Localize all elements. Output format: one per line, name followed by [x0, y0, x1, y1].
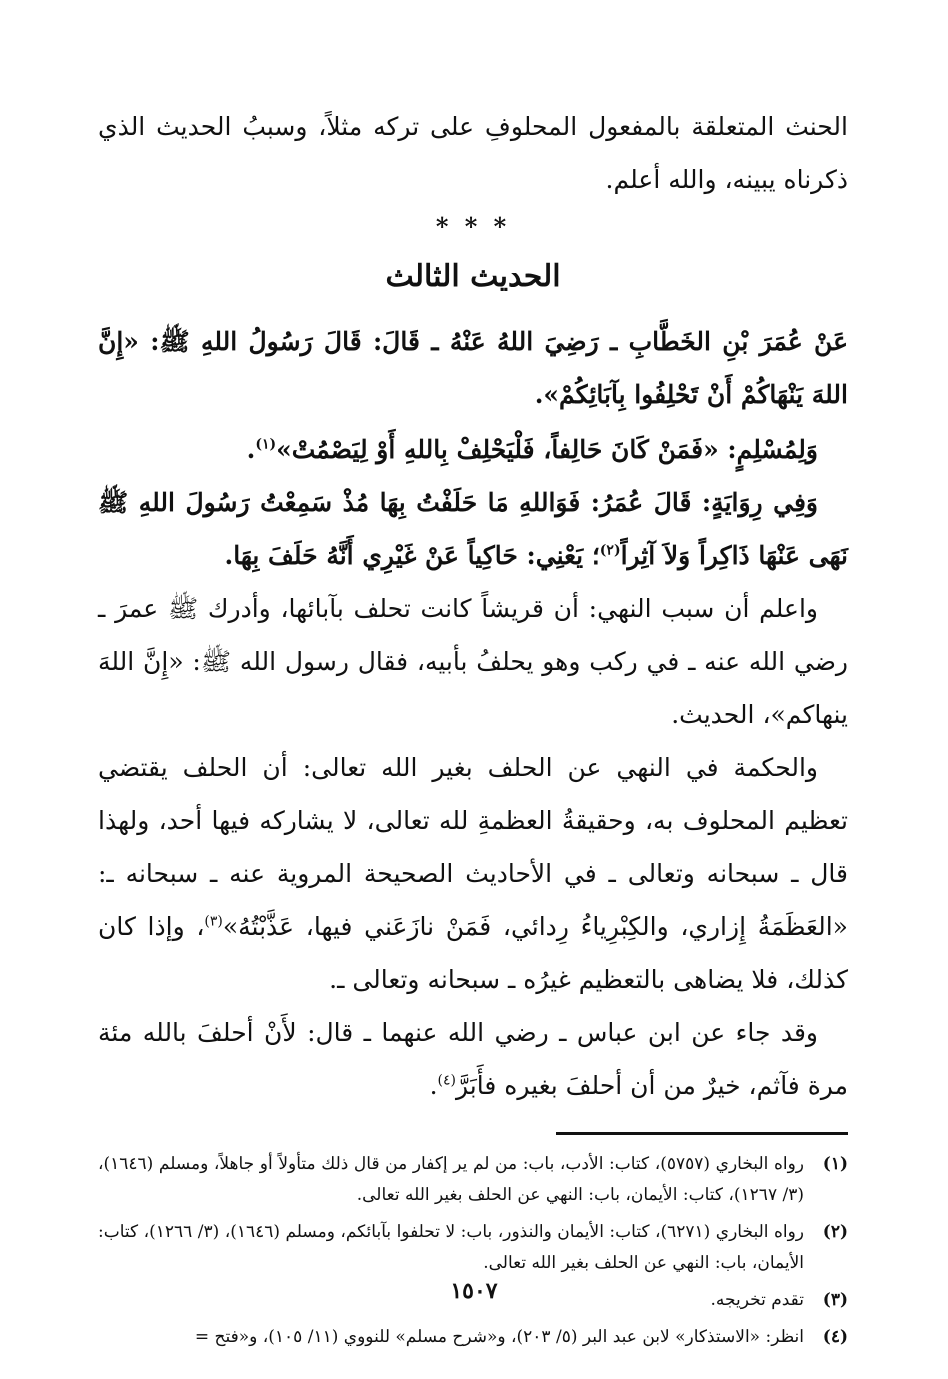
footnote-text: تقدم تخريجه. — [710, 1290, 804, 1310]
footnote-number: (١) — [822, 1154, 848, 1174]
footnote-item — [98, 1322, 848, 1353]
section-heading: الحديث الثالث — [385, 259, 561, 294]
footnote-text: رواه البخاري (٥٧٥٧)، كتاب: الأدب، باب: من لم ير إكفار من قال ذلك متأولاً أو جاهلاً، ومسلم (١٦٤٦)، (٣/ ١٢٦٧)، كتاب: الأيمان، باب: النهي عن الحلف بغير الله تعالى. — [98, 1154, 804, 1205]
hadith-main-text: عَنْ عُمَرَ بْنِ الخَطَّابِ ـ رَضِيَ اللهُ عَنْهُ ـ قَالَ: قَالَ رَسُولُ اللهِ ﷺ: «إِنَّ اللهَ يَنْهَاكُمْ أَنْ تَحْلِفُوا بِآبَائِكُمْ». — [98, 327, 848, 409]
wisdom-text-part2: ، وإذا كان كذلك، فلا يضاهى بالتعظيم غيرُه ـ سبحانه وتعالى ـ. — [98, 912, 848, 994]
footnote-item — [98, 1149, 848, 1211]
footnote-text: انظر: «الاستذكار» لابن عبد البر (٥/ ٢٠٣)، و«شرح مسلم» للنووي (١١/ ١٠٥)، و«فتح = — [194, 1327, 804, 1347]
intro-paragraph: الحنث المتعلقة بالمفعول المحلوفِ على تركه مثلاً، وسببُ الحديث الذي ذكرناه يبينه، والله أعلم. — [98, 112, 848, 194]
wisdom-paragraph — [98, 741, 848, 1006]
hadith-muslim-narration — [98, 423, 848, 476]
hadith-riwaya-narration — [98, 476, 848, 582]
cause-paragraph: واعلم أن سبب النهي: أن قريشاً كانت تحلف بآبائها، وأدرك ﷺ عمرَ ـ رضي الله عنه ـ في ركب وهو يحلفُ بأبيه، فقال رسول الله ﷺ: «إِنَّ اللهَ ينهاكم»، الحديث. — [98, 594, 848, 729]
page-number: ١٥٠٧ — [450, 1278, 498, 1304]
footnote-ref-3[interactable]: (٣) — [204, 913, 223, 930]
footnote-number: (٢) — [822, 1222, 848, 1242]
footnote-divider — [556, 1132, 848, 1135]
ibn-abbas-end: . — [429, 1071, 438, 1100]
riwaya-text-part1: وَفِي رِوَايَةٍ: قَالَ عُمَرُ: فَوَاللهِ مَا حَلَفْتُ بِهَا مُذْ سَمِعْتُ رَسُولَ اللهِ ﷺ نَهَى عَنْهَا ذَاكِراً وَلاَ آثِراً — [98, 488, 848, 570]
footnotes-list — [98, 1149, 848, 1353]
footnote-item — [98, 1217, 848, 1279]
footnote-text: رواه البخاري (٦٢٧١)، كتاب: الأيمان والنذور، باب: لا تحلفوا بآبائكم، ومسلم (١٦٤٦)، (٣/ ١٢٦٦)، كتاب: الأيمان، باب: النهي عن الحلف بغير الله تعالى. — [98, 1222, 804, 1273]
footnote-ref-1[interactable]: (١) — [255, 436, 277, 453]
footnote-ref-4[interactable]: (٤) — [437, 1072, 456, 1089]
wisdom-text-part1: والحكمة في النهي عن الحلف بغير الله تعالى: أن الحلف يقتضي تعظيم المحلوف به، وحقيقةُ العظمةِ لله تعالى، لا يشاركه فيها أحد، ولهذا قال ـ سبحانه وتعالى ـ في الأحاديث الصحيحة المروية عنه ـ سبحانه ـ: «العَظَمَةُ إِزاري، والكِبْرِياءُ رِدائي، فَمَنْ نازَعَني فيها، عَذَّبْتُهُ» — [98, 753, 848, 941]
hadith-muslim-text: وَلِمُسْلِمٍ: «فَمَنْ كَانَ حَالِفاً، فَلْيَحْلِفْ بِاللهِ أَوْ لِيَصْمُتْ» — [276, 435, 818, 464]
footnote-number: (٤) — [822, 1327, 848, 1347]
ibn-abbas-text: وقد جاء عن ابن عباس ـ رضي الله عنهما ـ قال: لأَنْ أحلفَ بالله مئة مرة فآثم، خيرٌ من أن أحلفَ بغيره فأَبَرَّ — [98, 1018, 848, 1100]
footnote-ref-2[interactable]: (٢) — [599, 542, 621, 559]
ibn-abbas-paragraph — [98, 1006, 848, 1112]
footnote-number: (٣) — [822, 1290, 848, 1310]
section-separator: * * * — [435, 212, 511, 241]
hadith-muslim-end: . — [246, 435, 256, 464]
riwaya-text-part2: ؛ يَعْنِي: حَاكِياً عَنْ غَيْرِي أَنَّهُ حَلَفَ بِهَا. — [224, 541, 600, 570]
